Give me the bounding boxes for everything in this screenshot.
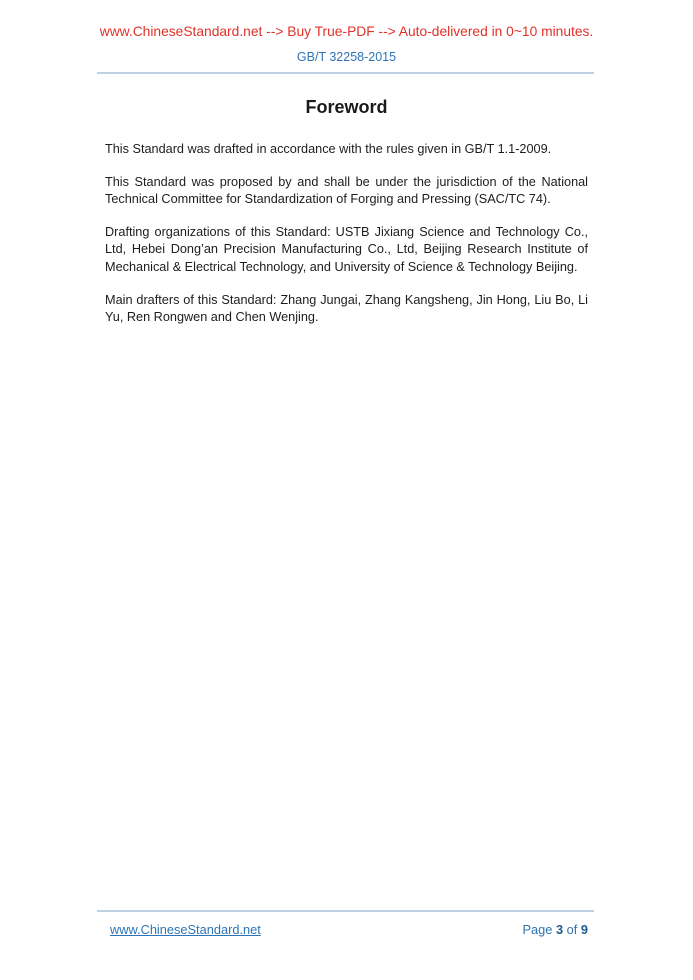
page-title: Foreword — [305, 97, 388, 117]
promo-banner: www.ChineseStandard.net --> Buy True-PDF --> Auto-delivered in 0~10 minutes. — [99, 24, 594, 39]
paragraph: This Standard was drafted in accordance with the rules given in GB/T 1.1-2009. — [105, 142, 552, 156]
page-label: Page — [522, 922, 553, 937]
footer-divider — [97, 910, 594, 912]
of-label: of — [566, 922, 578, 937]
page-number-total: 9 — [580, 922, 588, 937]
paragraph: This Standard was proposed by and shall be under the jurisdiction of the National Technical Committee for Standardization of Forging and Pressing (SAC/TC 74). — [105, 174, 588, 207]
paragraph: Main drafters of this Standard: Zhang Jungai, Zhang Kangsheng, Jin Hong, Liu Bo, Li Yu, Ren Rongwen and Chen Wenjing. — [105, 292, 588, 325]
header-divider — [97, 72, 594, 74]
page-indicator — [522, 922, 588, 937]
site-link[interactable]: www.ChineseStandard.net — [110, 922, 261, 937]
page-number-current: 3 — [555, 922, 564, 937]
paragraph: Drafting organizations of this Standard: USTB Jixiang Science and Technology Co., Ltd, Hebei Dong’an Precision Manufacturing Co., Ltd, Beijing Research Institute of Mechanical & Electrical Technology, and University of Science & Technology Beijing. — [105, 224, 588, 274]
document-body — [105, 141, 588, 342]
standard-number: GB/T 32258-2015 — [296, 50, 397, 64]
